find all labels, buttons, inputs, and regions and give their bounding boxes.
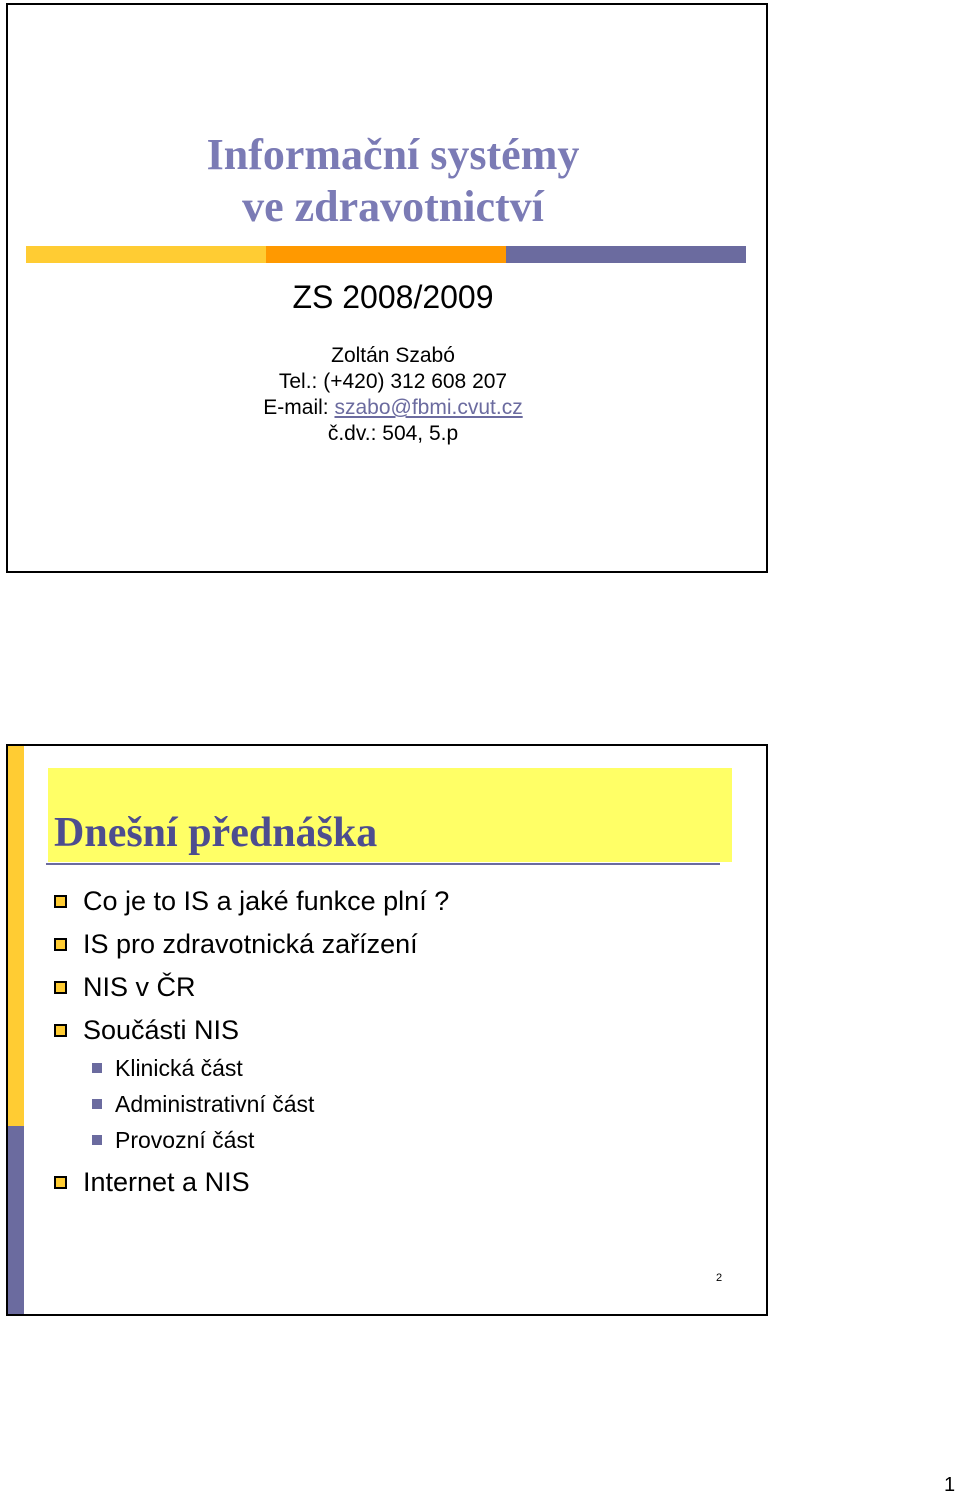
title-underline [46,863,720,865]
room-number: č.dv.: 504, 5.p [327,422,459,445]
slide-2 [6,744,768,1316]
bullet-square-icon [54,1176,67,1189]
bullet-item: IS pro zdravotnická zařízení [54,927,418,961]
slide-1 [6,3,768,573]
bullet-item: Co je to IS a jaké funkce plní ? [54,884,449,918]
title-line-2: ve zdravotnictví [242,182,544,231]
email-link[interactable]: szabo@fbmi.cvut.cz [334,396,523,419]
bullet-square-icon [54,981,67,994]
email-label: E-mail: [263,396,335,419]
contact-info [198,343,588,447]
email-line [198,395,588,421]
sub-bullet-square-icon [92,1063,102,1073]
sub-bullet-item: Administrativní část [92,1089,314,1119]
accent-bar-purple [506,246,746,263]
slide-2-title: Dnešní přednáška [54,810,378,856]
bullet-square-icon [54,938,67,951]
author-name: Zoltán Szabó [331,344,455,367]
page-number: 1 [944,1474,956,1496]
sub-bullet-item: Provozní část [92,1125,254,1155]
sub-bullet-item: Klinická část [92,1053,243,1083]
sub-bullet-square-icon [92,1099,102,1109]
title-line-1: Informační systémy [206,130,580,179]
side-bar-purple [8,1126,24,1314]
accent-bar-yellow [26,246,266,263]
side-bar-yellow [8,746,24,1126]
bullet-item: Internet a NIS [54,1165,250,1199]
sub-bullet-square-icon [92,1135,102,1145]
accent-bar-orange [266,246,506,263]
slide-number: 2 [716,1272,723,1284]
slide-1-title [8,129,778,233]
telephone: Tel.: (+420) 312 608 207 [278,370,508,393]
bullet-item: NIS v ČR [54,970,196,1004]
bullet-square-icon [54,1024,67,1037]
bullet-square-icon [54,895,67,908]
bullet-item: Součásti NIS [54,1013,239,1047]
semester-subtitle: ZS 2008/2009 [292,279,494,315]
